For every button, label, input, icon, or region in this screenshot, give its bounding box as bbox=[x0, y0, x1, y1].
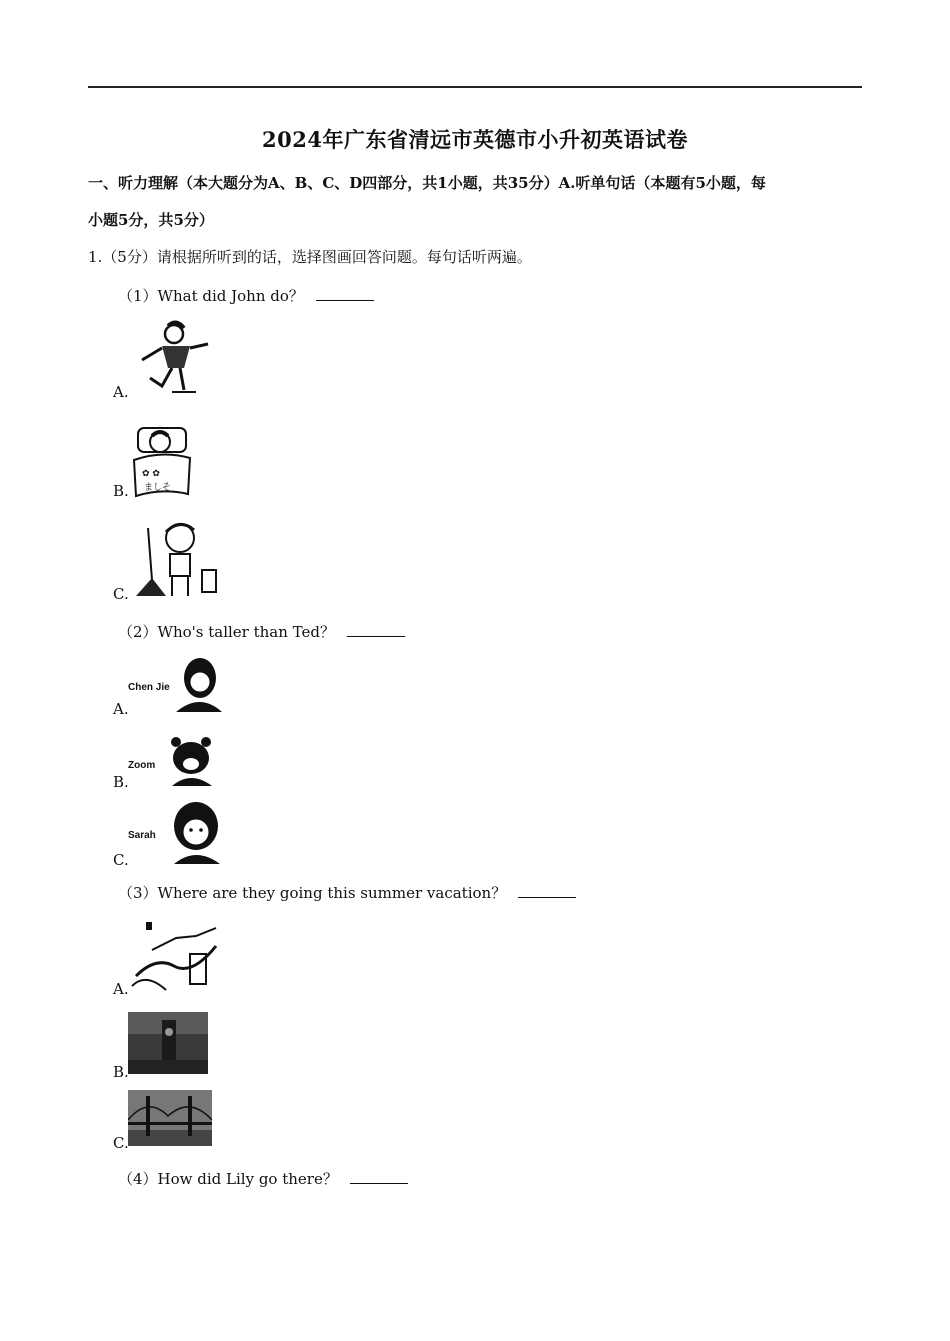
label-chen-jie: Chen Jie bbox=[128, 682, 170, 693]
picture-sleeping bbox=[132, 424, 194, 500]
picture-golden-gate bbox=[128, 1090, 212, 1146]
picture-great-wall bbox=[126, 916, 222, 994]
option-3a: A. bbox=[113, 980, 129, 998]
subquestion-2-prompt: （2）Who's taller than Ted？ bbox=[118, 623, 336, 641]
option-2c: C. bbox=[113, 851, 129, 869]
answer-blank-3[interactable] bbox=[518, 883, 576, 898]
subquestion-1-line bbox=[118, 285, 374, 306]
option-3c: C. bbox=[113, 1134, 129, 1152]
option-1a: A. bbox=[113, 383, 129, 401]
option-1b: B. bbox=[113, 482, 129, 500]
option-1c: C. bbox=[113, 585, 129, 603]
svg-text:✿ ✿: ✿ ✿ bbox=[142, 469, 160, 479]
picture-zoom bbox=[128, 734, 218, 786]
section-heading-line2: 小题5分，共5分） bbox=[88, 211, 214, 229]
picture-big-ben bbox=[128, 1012, 208, 1074]
picture-sweeping bbox=[132, 518, 220, 600]
svg-text:ましそ: ましそ bbox=[144, 483, 172, 493]
subquestion-3-line bbox=[118, 882, 576, 903]
header-rule bbox=[88, 86, 862, 88]
question-1: 1.（5分）请根据所听到的话，选择图画回答问题。每句话听两遍。 bbox=[88, 248, 532, 266]
subquestion-1-prompt: （1）What did John do？ bbox=[118, 287, 304, 305]
label-sarah: Sarah bbox=[128, 830, 156, 841]
page-title: 2024年广东省清远市英德市小升初英语试卷 bbox=[262, 127, 688, 152]
subquestion-4-prompt: （4）How did Lily go there？ bbox=[118, 1170, 338, 1188]
subquestion-3-prompt: （3）Where are they going this summer vacation？ bbox=[118, 884, 507, 902]
picture-chen-jie bbox=[128, 652, 224, 714]
option-2a: A. bbox=[113, 700, 129, 718]
answer-blank-2[interactable] bbox=[347, 622, 405, 637]
option-3b: B. bbox=[113, 1063, 129, 1081]
picture-sarah bbox=[128, 800, 224, 864]
label-zoom: Zoom bbox=[128, 760, 156, 771]
subquestion-4-line bbox=[118, 1168, 408, 1189]
section-heading-line1: 一、听力理解（本大题分为A、B、C、D四部分，共1小题，共35分）A.听单句话（本题有5小题，每 bbox=[88, 174, 766, 192]
picture-skating bbox=[132, 320, 212, 398]
answer-blank-4[interactable] bbox=[350, 1169, 408, 1184]
subquestion-2-line bbox=[118, 621, 405, 642]
answer-blank-1[interactable] bbox=[316, 286, 374, 301]
option-2b: B. bbox=[113, 773, 129, 791]
